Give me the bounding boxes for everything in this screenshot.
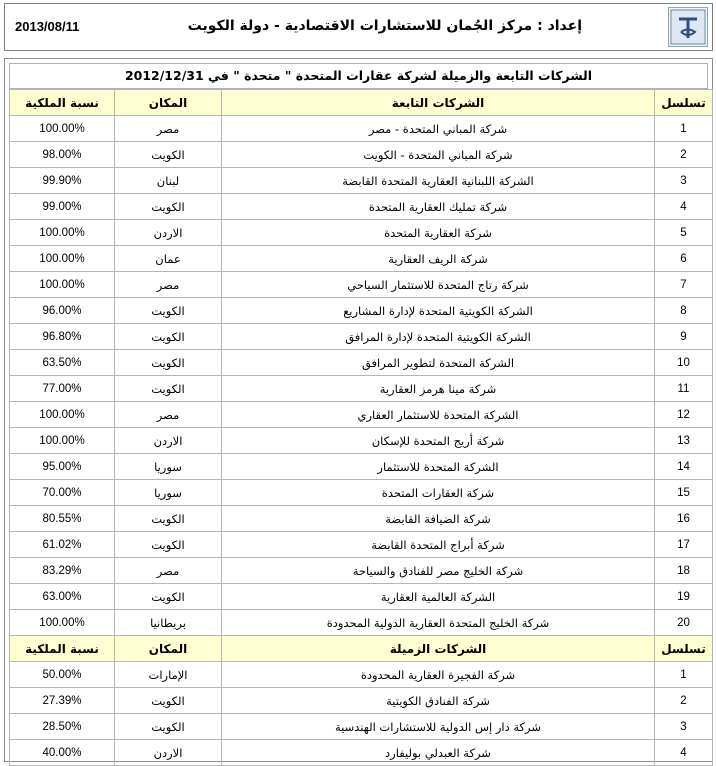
ownership-cell: 40.00% xyxy=(10,740,115,766)
jumman-logo-icon xyxy=(668,7,708,47)
location-cell: الاردن xyxy=(115,740,222,766)
location-cell: الاردن xyxy=(115,220,222,246)
company-cell: شركة أبراج المتحدة القابضة xyxy=(222,532,655,558)
header-location: المكان xyxy=(115,636,222,662)
serial-cell: 4 xyxy=(655,194,713,220)
ownership-cell: 100.00% xyxy=(10,610,115,636)
table-row xyxy=(10,402,713,428)
serial-cell: 4 xyxy=(655,740,713,766)
ownership-cell: 100.00% xyxy=(10,246,115,272)
location-cell: لبنان xyxy=(115,168,222,194)
ownership-cell: 63.00% xyxy=(10,584,115,610)
location-cell: مصر xyxy=(115,402,222,428)
table-row xyxy=(10,740,713,766)
table-row xyxy=(10,350,713,376)
company-cell: شركة رتاج المتحدة للاستثمار السياحي xyxy=(222,272,655,298)
ownership-cell: 63.50% xyxy=(10,350,115,376)
company-cell: الشركة اللبنانية العقارية المتحدة القابضة xyxy=(222,168,655,194)
header-ownership: نسبة الملكية xyxy=(10,636,115,662)
ownership-table xyxy=(9,89,713,766)
company-cell: الشركة المتحدة للاستثمار xyxy=(222,454,655,480)
table-row xyxy=(10,584,713,610)
company-cell: شركة تمليك العقارية المتحدة xyxy=(222,194,655,220)
company-cell: شركة مينا هرمز العقارية xyxy=(222,376,655,402)
location-cell: الاردن xyxy=(115,428,222,454)
serial-cell: 5 xyxy=(655,220,713,246)
ownership-cell: 96.80% xyxy=(10,324,115,350)
company-cell: شركة العبدلي بوليفارد xyxy=(222,740,655,766)
table-header-row xyxy=(10,90,713,116)
serial-cell: 20 xyxy=(655,610,713,636)
table-header-row xyxy=(10,636,713,662)
ownership-cell: 99.90% xyxy=(10,168,115,194)
table-row xyxy=(10,662,713,688)
table-row xyxy=(10,324,713,350)
report-header xyxy=(4,3,713,51)
ownership-cell: 100.00% xyxy=(10,402,115,428)
company-cell: الشركة الكويتية المتحدة لإدارة المشاريع xyxy=(222,298,655,324)
company-cell: شركة دار إس الدولية للاستشارات الهندسية xyxy=(222,714,655,740)
company-cell: شركة الضيافة القابضة xyxy=(222,506,655,532)
serial-cell: 1 xyxy=(655,116,713,142)
table-row xyxy=(10,142,713,168)
location-cell: سوريا xyxy=(115,454,222,480)
header-company: الشركات التابعة xyxy=(222,90,655,116)
serial-cell: 14 xyxy=(655,454,713,480)
serial-cell: 15 xyxy=(655,480,713,506)
table-row xyxy=(10,688,713,714)
table-row xyxy=(10,246,713,272)
header-serial: تسلسل xyxy=(655,636,713,662)
table-row xyxy=(10,116,713,142)
serial-cell: 3 xyxy=(655,714,713,740)
serial-cell: 7 xyxy=(655,272,713,298)
company-cell: الشركة الكويتية المتحدة لإدارة المرافق xyxy=(222,324,655,350)
ownership-cell: 100.00% xyxy=(10,272,115,298)
serial-cell: 3 xyxy=(655,168,713,194)
location-cell: الكويت xyxy=(115,376,222,402)
header-serial: تسلسل xyxy=(655,90,713,116)
table-row xyxy=(10,194,713,220)
ownership-cell: 100.00% xyxy=(10,220,115,246)
company-cell: شركة المباني المتحدة - الكويت xyxy=(222,142,655,168)
location-cell: مصر xyxy=(115,272,222,298)
ownership-cell: 28.50% xyxy=(10,714,115,740)
ownership-cell: 100.00% xyxy=(10,116,115,142)
table-row xyxy=(10,714,713,740)
serial-cell: 13 xyxy=(655,428,713,454)
report-title: إعداد : مركز الجُمان للاستشارات الاقتصادية - دولة الكويت xyxy=(187,18,582,34)
serial-cell: 12 xyxy=(655,402,713,428)
table-row xyxy=(10,272,713,298)
table-row xyxy=(10,454,713,480)
ownership-cell: 98.00% xyxy=(10,142,115,168)
location-cell: الكويت xyxy=(115,324,222,350)
company-cell: الشركة العالمية العقارية xyxy=(222,584,655,610)
serial-cell: 16 xyxy=(655,506,713,532)
company-cell: شركة الخليج مصر للفنادق والسياحة xyxy=(222,558,655,584)
ownership-cell: 83.29% xyxy=(10,558,115,584)
header-ownership: نسبة الملكية xyxy=(10,90,115,116)
company-cell: شركة الفنادق الكويتية xyxy=(222,688,655,714)
location-cell: الكويت xyxy=(115,584,222,610)
company-cell: شركة أريج المتحدة للإسكان xyxy=(222,428,655,454)
company-cell: شركة المباني المتحدة - مصر xyxy=(222,116,655,142)
serial-cell: 11 xyxy=(655,376,713,402)
header-company: الشركات الزميلة xyxy=(222,636,655,662)
report-date: 2013/08/11 xyxy=(15,19,80,34)
location-cell: مصر xyxy=(115,558,222,584)
location-cell: الكويت xyxy=(115,298,222,324)
table-row xyxy=(10,480,713,506)
table-row xyxy=(10,376,713,402)
table-row xyxy=(10,298,713,324)
ownership-cell: 100.00% xyxy=(10,428,115,454)
ownership-cell: 95.00% xyxy=(10,454,115,480)
table-row xyxy=(10,610,713,636)
table-row xyxy=(10,558,713,584)
table-title: الشركات التابعة والزميلة لشركة عقارات المتحدة " متحدة " في 2012/12/31 xyxy=(9,63,708,89)
company-cell: شركة العقارية المتحدة xyxy=(222,220,655,246)
serial-cell: 9 xyxy=(655,324,713,350)
ownership-table-panel xyxy=(4,58,713,762)
company-cell: شركة الخليج المتحدة العقارية الدولية المحدودة xyxy=(222,610,655,636)
ownership-cell: 50.00% xyxy=(10,662,115,688)
ownership-cell: 99.00% xyxy=(10,194,115,220)
ownership-cell: 96.00% xyxy=(10,298,115,324)
location-cell: سوريا xyxy=(115,480,222,506)
location-cell: الكويت xyxy=(115,532,222,558)
table-row xyxy=(10,506,713,532)
location-cell: بريطانيا xyxy=(115,610,222,636)
location-cell: عمان xyxy=(115,246,222,272)
header-location: المكان xyxy=(115,90,222,116)
serial-cell: 8 xyxy=(655,298,713,324)
ownership-cell: 27.39% xyxy=(10,688,115,714)
serial-cell: 2 xyxy=(655,142,713,168)
table-row xyxy=(10,428,713,454)
company-cell: شركة الريف العقارية xyxy=(222,246,655,272)
serial-cell: 10 xyxy=(655,350,713,376)
ownership-cell: 77.00% xyxy=(10,376,115,402)
ownership-cell: 70.00% xyxy=(10,480,115,506)
location-cell: الكويت xyxy=(115,714,222,740)
serial-cell: 6 xyxy=(655,246,713,272)
location-cell: الكويت xyxy=(115,194,222,220)
company-cell: شركة العقارات المتحدة xyxy=(222,480,655,506)
table-row xyxy=(10,532,713,558)
company-cell: شركة الفجيرة العقارية المحدودة xyxy=(222,662,655,688)
location-cell: مصر xyxy=(115,116,222,142)
company-cell: الشركة المتحدة لتطوير المرافق xyxy=(222,350,655,376)
serial-cell: 19 xyxy=(655,584,713,610)
location-cell: الكويت xyxy=(115,142,222,168)
company-cell: الشركة المتحدة للاستثمار العقاري xyxy=(222,402,655,428)
table-row xyxy=(10,220,713,246)
serial-cell: 1 xyxy=(655,662,713,688)
serial-cell: 2 xyxy=(655,688,713,714)
ownership-cell: 80.55% xyxy=(10,506,115,532)
location-cell: الكويت xyxy=(115,506,222,532)
ownership-cell: 61.02% xyxy=(10,532,115,558)
serial-cell: 17 xyxy=(655,532,713,558)
table-row xyxy=(10,168,713,194)
location-cell: الإمارات xyxy=(115,662,222,688)
location-cell: الكويت xyxy=(115,688,222,714)
serial-cell: 18 xyxy=(655,558,713,584)
location-cell: الكويت xyxy=(115,350,222,376)
